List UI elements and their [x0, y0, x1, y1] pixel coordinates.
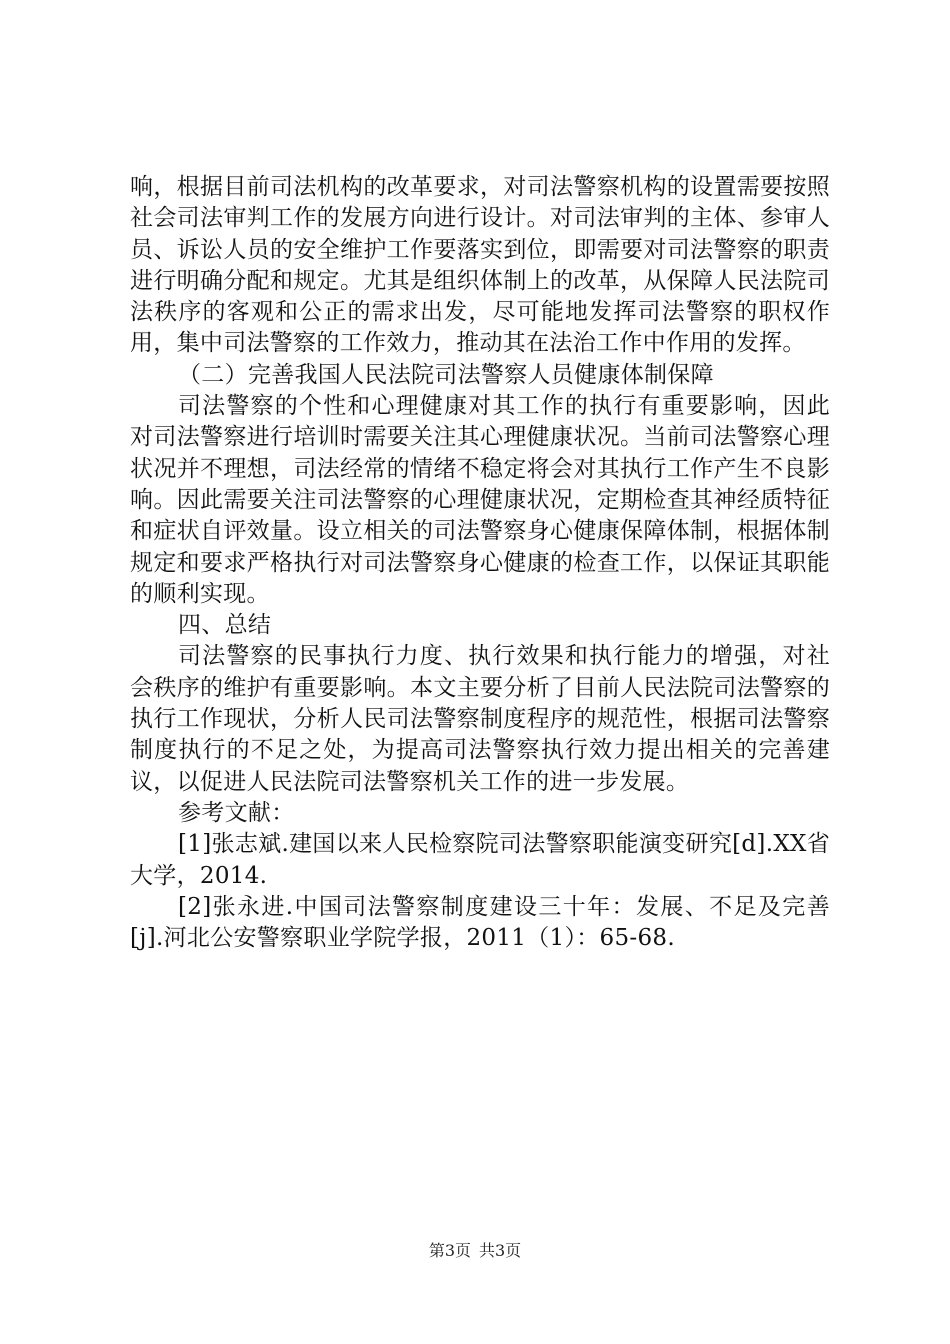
heading-references: 参考文献： — [178, 799, 295, 826]
reference-item-2: [2]张永进.中国司法警察制度建设三十年：发展、不足及完善[j].河北公安警察职业学院学报，2011（1）：65-68. — [130, 893, 830, 952]
page-total: 共3页 — [479, 1241, 522, 1260]
heading-summary: 四、总结 — [178, 612, 272, 639]
page-footer — [0, 1240, 950, 1262]
paragraph-mental-health: 司法警察的个性和心理健康对其工作的执行有重要影响，因此对司法警察进行培训时需要关注其心理健康状况。当前司法警察心理状况并不理想，司法经常的情绪不稳定将会对其执行工作产生不良影响。因此需要关注司法警察的心理健康状况，定期检查其神经质特征和症状自评效量。设立相关的司法警察身心健康保障体制，根据体制规定和要求严格执行对司法警察身心健康的检查工作，以保证其职能的顺利实现。 — [130, 393, 830, 607]
page-number: 第3页 — [428, 1241, 471, 1260]
document-body — [130, 172, 830, 954]
reference-item-1: [1]张志斌.建国以来人民检察院司法警察职能演变研究[d].XX省大学，2014. — [130, 831, 830, 889]
paragraph-continued: 响，根据目前司法机构的改革要求，对司法警察机构的设置需要按照社会司法审判工作的发展方向进行设计。对司法审判的主体、参审人员、诉讼人员的安全维护工作要落实到位，即需要对司法警察的职责进行明确分配和规定。尤其是组织体制上的改革，从保障人民法院司法秩序的客观和公正的需求出发，尽可能地发挥司法警察的职权作用，集中司法警察的工作效力，推动其在法治工作中作用的发挥。 — [130, 174, 830, 357]
paragraph-summary: 司法警察的民事执行力度、执行效果和执行能力的增强，对社会秩序的维护有重要影响。本文主要分析了目前人民法院司法警察的执行工作现状，分析人民司法警察制度程序的规范性，根据司法警察制度执行的不足之处，为提高司法警察执行效力提出相关的完善建议，以促进人民法院司法警察机关工作的进一步发展。 — [130, 643, 830, 795]
subheading-health-system: （二）完善我国人民法院司法警察人员健康体制保障 — [178, 361, 714, 388]
